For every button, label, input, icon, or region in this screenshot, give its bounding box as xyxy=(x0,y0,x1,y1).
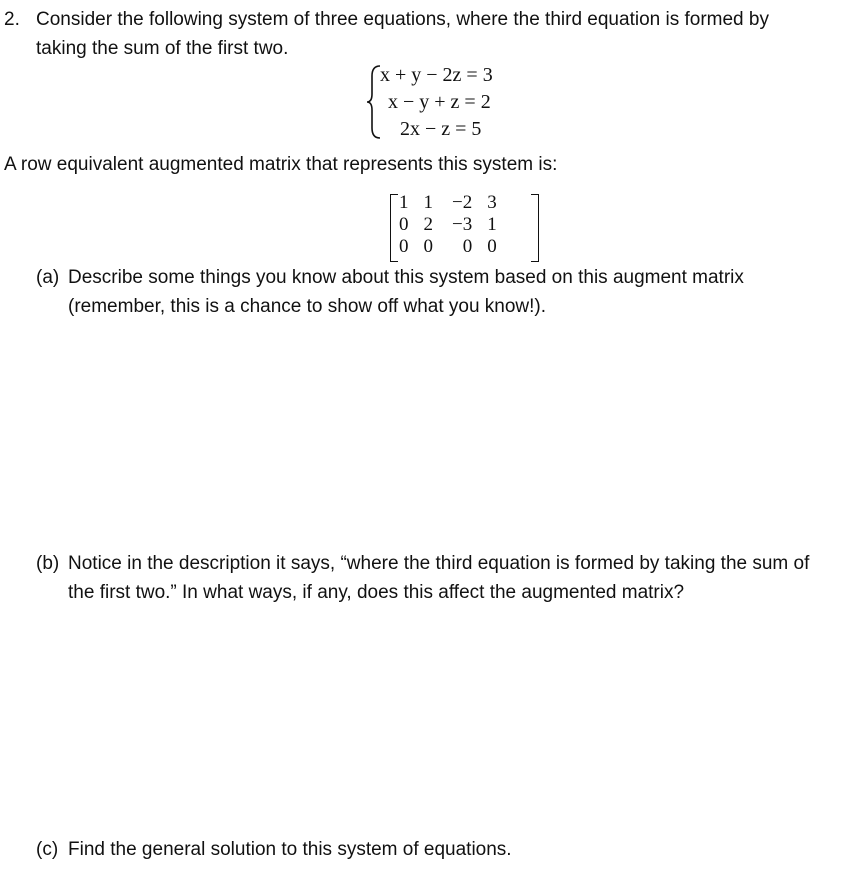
matrix-cell: 0 xyxy=(462,236,473,257)
part-c-line1: Find the general solution to this system of equations. xyxy=(68,839,512,860)
part-a-label: (a) xyxy=(36,267,60,288)
matrix-right-bracket xyxy=(531,194,539,262)
matrix-table xyxy=(394,192,502,258)
matrix-cell: 1 xyxy=(399,192,409,213)
equation-system xyxy=(366,60,566,144)
part-b-line1: Notice in the description it says, “where the third equation is formed by taking the sum of xyxy=(68,553,810,574)
matrix-row xyxy=(394,236,502,258)
matrix-cell: −3 xyxy=(452,214,473,235)
matrix-cell: 3 xyxy=(487,192,497,213)
equation-1: x + y − 2z = 3 xyxy=(380,64,493,86)
matrix-cell: 2 xyxy=(423,214,433,235)
problem-intro-line2: taking the sum of the first two. xyxy=(36,38,289,59)
matrix-cell: −2 xyxy=(452,192,473,213)
matrix-cell: 1 xyxy=(487,214,497,235)
part-b-line2: the first two.” In what ways, if any, does this affect the augmented matrix? xyxy=(68,582,685,603)
matrix-cell: 0 xyxy=(399,214,409,235)
part-c-label: (c) xyxy=(36,839,59,860)
matrix-intro: A row equivalent augmented matrix that represents this system is: xyxy=(4,154,558,175)
augmented-matrix xyxy=(390,192,550,266)
equation-3: 2x − z = 5 xyxy=(400,118,482,140)
problem-number: 2. xyxy=(4,9,20,30)
equation-2: x − y + z = 2 xyxy=(388,91,491,113)
part-b-label: (b) xyxy=(36,553,60,574)
matrix-cell: 0 xyxy=(399,236,409,257)
matrix-cell: 0 xyxy=(487,236,497,257)
problem-intro-line1: Consider the following system of three equations, where the third equation is formed by xyxy=(36,9,769,30)
part-a-line2: (remember, this is a chance to show off what you know!). xyxy=(68,296,547,317)
matrix-cell: 0 xyxy=(423,236,433,257)
matrix-row xyxy=(394,192,502,214)
matrix-cell: 1 xyxy=(423,192,433,213)
matrix-row xyxy=(394,214,502,236)
part-a-line1: Describe some things you know about this system based on this augment matrix xyxy=(68,267,744,288)
